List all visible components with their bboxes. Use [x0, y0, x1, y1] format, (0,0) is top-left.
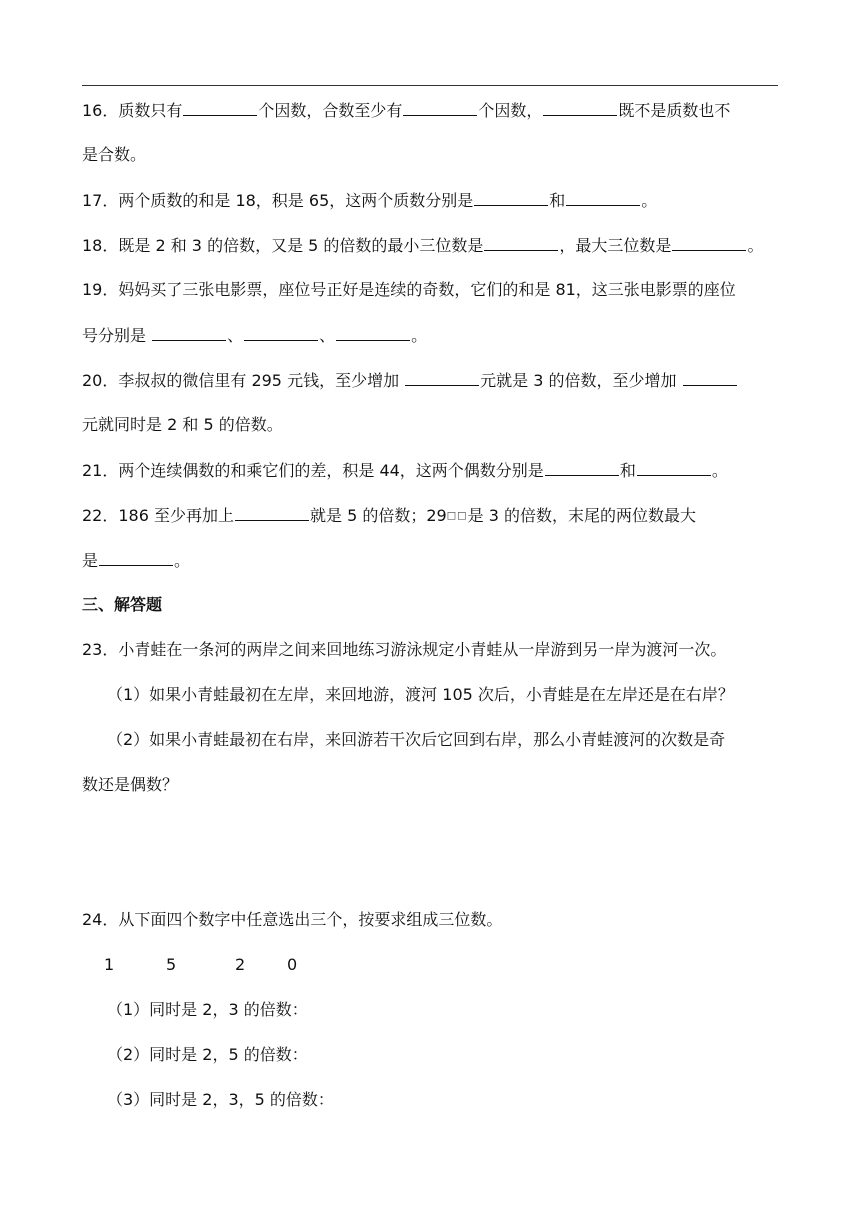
digit-card: 2 [235, 955, 246, 974]
question-19 [82, 279, 782, 301]
question-24 [82, 909, 782, 931]
q18-text: 。 [747, 236, 764, 255]
question-17 [82, 189, 782, 212]
q22-text: 是 [82, 551, 99, 570]
question-16-cont [82, 144, 782, 166]
question-20-cont [82, 414, 782, 436]
answer-blank[interactable] [99, 549, 173, 566]
question-18 [82, 234, 782, 257]
digit-card: 0 [287, 955, 298, 974]
question-24-sub2 [107, 1044, 807, 1066]
answer-blank[interactable] [235, 504, 309, 521]
question-22-cont [82, 549, 782, 572]
q19-text: 。 [411, 326, 428, 345]
q16-text: 个因数， [478, 101, 543, 120]
answer-blank[interactable] [566, 189, 640, 206]
q23-sub2: （2）如果小青蛙最初在右岸，来回游若干次后它回到右岸，那么小青蛙渡河的次数是奇 [107, 730, 726, 749]
question-23 [82, 639, 782, 661]
question-20 [82, 369, 782, 392]
digit-boxes: □□ [446, 510, 468, 522]
answer-blank[interactable] [672, 234, 746, 251]
answer-blank[interactable] [152, 324, 226, 341]
digit-card: 1 [104, 955, 115, 974]
question-19-cont [82, 324, 782, 347]
q23-stem: 23．小青蛙在一条河的两岸之间来回地练习游泳规定小青蛙从一岸游到另一岸为渡河一次。 [82, 640, 727, 659]
question-24-sub3 [107, 1089, 807, 1111]
q16-text: 既不是质数也不 [618, 101, 731, 120]
answer-blank[interactable] [474, 189, 548, 206]
answer-blank[interactable] [403, 99, 477, 116]
question-24-sub1 [107, 999, 807, 1021]
q19-text: 号分别是 [82, 326, 152, 345]
q19-separator: 、 [227, 326, 244, 345]
q21-text: 。 [711, 461, 728, 480]
q24-sub1: （1）同时是 2，3 的倍数： [107, 1000, 308, 1019]
answer-blank[interactable] [484, 234, 558, 251]
answer-blank[interactable] [683, 369, 737, 386]
q17-text: 17．两个质数的和是 18，积是 65，这两个质数分别是 [82, 191, 474, 210]
q24-sub3: （3）同时是 2，3，5 的倍数： [107, 1090, 334, 1109]
q19-separator: 、 [319, 326, 336, 345]
q23-sub2: 数还是偶数？ [82, 775, 179, 794]
q20-text: 20．李叔叔的微信里有 295 元钱，至少增加 [82, 371, 405, 390]
question-16 [82, 99, 782, 122]
q18-text: 18．既是 2 和 3 的倍数，又是 5 的倍数的最小三位数是 [82, 236, 484, 255]
answer-blank[interactable] [405, 369, 479, 386]
q22-text: 就是 5 的倍数；29 [310, 506, 447, 525]
q21-text: 和 [619, 461, 636, 480]
q16-text: 是合数。 [82, 145, 147, 164]
answer-blank[interactable] [244, 324, 318, 341]
answer-blank[interactable] [637, 459, 711, 476]
q23-sub1: （1）如果小青蛙最初在左岸，来回地游，渡河 105 次后，小青蛙是在左岸还是在右岸？ [107, 685, 734, 704]
q22-text: 22．186 至少再加上 [82, 506, 234, 525]
header-rule [82, 85, 778, 86]
section-heading [82, 594, 782, 616]
q18-text: ，最大三位数是 [559, 236, 672, 255]
q24-sub2: （2）同时是 2，5 的倍数： [107, 1045, 308, 1064]
question-23-sub1 [107, 684, 807, 706]
answer-blank[interactable] [336, 324, 410, 341]
q20-text: 元就同时是 2 和 5 的倍数。 [82, 415, 283, 434]
q22-text: 。 [174, 551, 191, 570]
q24-stem: 24．从下面四个数字中任意选出三个，按要求组成三位数。 [82, 910, 503, 929]
q16-text: 个因数，合数至少有 [258, 101, 403, 120]
question-23-sub2-cont [82, 774, 782, 796]
q19-text: 19．妈妈买了三张电影票，座位号正好是连续的奇数，它们的和是 81，这三张电影票的座位 [82, 280, 736, 299]
q20-text: 元就是 3 的倍数，至少增加 [480, 371, 682, 390]
question-21 [82, 459, 782, 482]
q16-text: 16．质数只有 [82, 101, 183, 120]
q17-text: 和 [549, 191, 566, 210]
q17-text: 。 [641, 191, 658, 210]
question-23-sub2 [107, 729, 807, 751]
section-title: 三、解答题 [82, 595, 163, 614]
q21-text: 21．两个连续偶数的和乘它们的差，积是 44，这两个偶数分别是 [82, 461, 544, 480]
answer-blank[interactable] [183, 99, 257, 116]
digit-card: 5 [166, 955, 177, 974]
question-22 [82, 504, 782, 528]
digit-row [104, 954, 804, 976]
answer-blank[interactable] [543, 99, 617, 116]
q22-text: 是 3 的倍数，末尾的两位数最大 [467, 506, 696, 525]
answer-blank[interactable] [545, 459, 619, 476]
